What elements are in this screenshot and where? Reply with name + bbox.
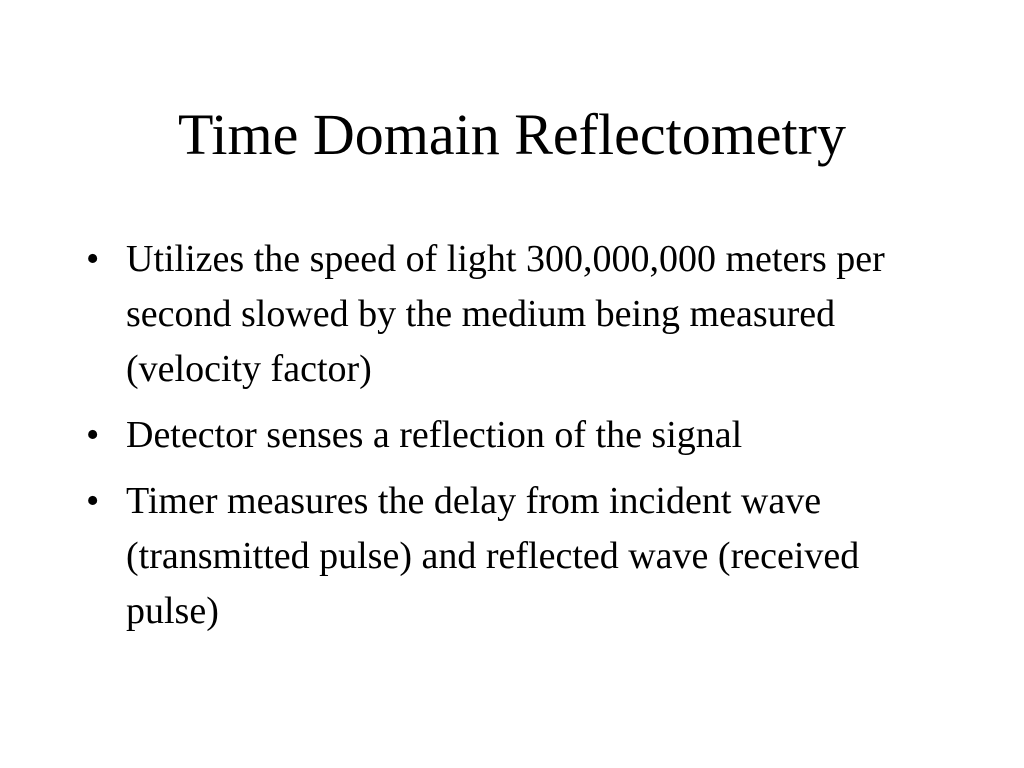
bullet-dot-icon: • [86, 414, 100, 456]
bullet-text: Timer measures the delay from incident wave (transmitted pulse) and reflected wave (received pulse) [126, 480, 860, 632]
bullet-text: Utilizes the speed of light 300,000,000 meters per second slowed by the medium being measured (velocity factor) [126, 238, 885, 390]
bullet-item [80, 232, 960, 397]
bullet-list [80, 232, 960, 650]
bullet-text: Detector senses a reflection of the signal [126, 414, 743, 456]
bullet-item [80, 474, 960, 639]
bullet-dot-icon: • [86, 238, 100, 280]
slide-title: Time Domain Reflectometry [178, 102, 846, 167]
bullet-item [80, 408, 960, 463]
bullet-dot-icon: • [86, 480, 100, 522]
